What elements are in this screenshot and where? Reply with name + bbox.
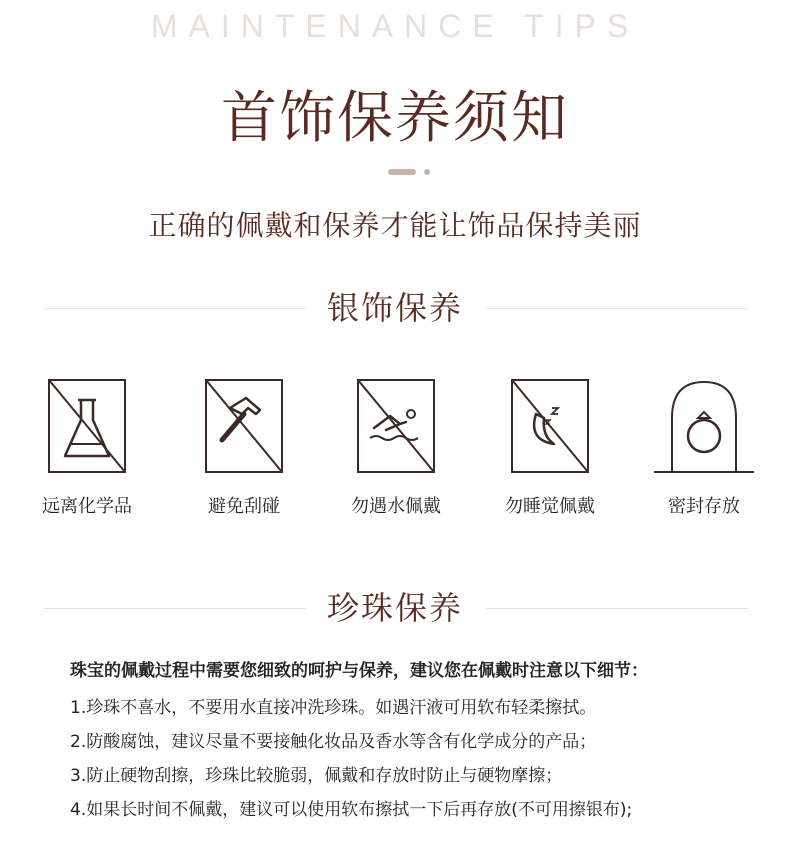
pearl-section-header: [0, 588, 790, 628]
pearl-section-title: 珍珠保养: [326, 589, 463, 627]
list-item: 2.防酸腐蚀，建议尽量不要接触化妆品及香水等含有化学成分的产品；: [70, 732, 597, 752]
ring-in-dome-icon: [652, 378, 756, 474]
care-item-label: 密封存放: [668, 496, 740, 517]
pearl-intro-text: 珠宝的佩戴过程中需要您细致的呵护与保养，建议您在佩戴时注意以下细节：: [70, 661, 648, 681]
section-divider-right: [486, 308, 748, 309]
care-item-sealed: [634, 378, 774, 518]
no-chemicals-flask-icon: [47, 378, 127, 474]
care-item-water: [326, 378, 466, 518]
eyebrow-text: MAINTENANCE TIPS: [150, 8, 640, 44]
no-swimming-icon: [356, 378, 436, 474]
silver-section-header: [0, 288, 790, 328]
section-divider-right: [486, 608, 748, 609]
accent-bar: [388, 169, 416, 175]
care-item-scratch: [174, 378, 314, 518]
silver-care-icons: [0, 378, 790, 528]
no-sleeping-moon-icon: [510, 378, 590, 474]
page-subtitle: 正确的佩戴和保养才能让饰品保持美丽: [148, 209, 642, 242]
silver-section-title: 银饰保养: [326, 289, 463, 327]
pearl-tips-list: [70, 694, 760, 830]
care-item-label: 勿睡觉佩戴: [505, 496, 595, 517]
care-item-label: 勿遇水佩戴: [351, 496, 441, 517]
care-item-label: 避免刮碰: [208, 496, 280, 517]
care-item-label: 远离化学品: [42, 496, 132, 517]
list-item: 3.防止硬物刮擦，珍珠比较脆弱，佩戴和存放时防止与硬物摩擦；: [70, 766, 563, 786]
accent-dot: [424, 169, 430, 175]
care-item-sleep: [480, 378, 620, 518]
list-item: 1.珍珠不喜水，不要用水直接冲洗珍珠。如遇汗液可用软布轻柔擦拭。: [70, 698, 597, 718]
no-hammer-icon: [204, 378, 284, 474]
care-item-chemicals: [17, 378, 157, 518]
page-title: 首饰保养须知: [221, 86, 569, 151]
list-item: 4.如果长时间不佩戴，建议可以使用软布擦拭一下后再存放(不可用擦银布);: [70, 800, 633, 820]
